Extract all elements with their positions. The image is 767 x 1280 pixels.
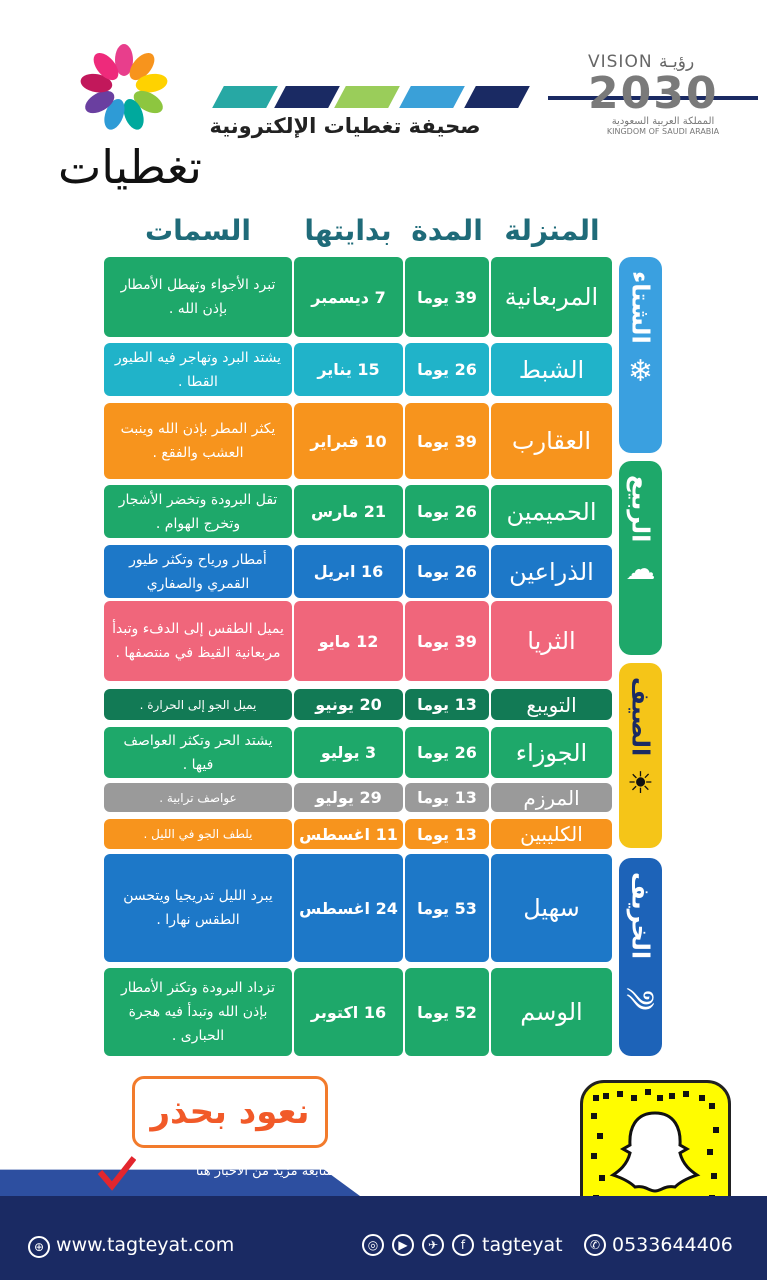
sun-icon: ☀ [627, 766, 654, 802]
season-spring [619, 461, 662, 655]
station-duration: 13 يوما [405, 783, 489, 812]
station-name: الذراعين [491, 545, 612, 598]
station-start: 3 يوليو [294, 727, 403, 778]
header-stripe [212, 86, 278, 108]
vision-english: KINGDOM OF SAUDI ARABIA [606, 127, 720, 136]
station-start: 21 مارس [294, 485, 403, 538]
whatsapp-icon: ✆ [584, 1234, 606, 1256]
station-traits: يشتد الحر وتكثر العواصف فيها . [104, 727, 292, 778]
station-duration: 26 يوما [405, 545, 489, 598]
station-duration: 13 يوما [405, 689, 489, 720]
station-name: الوسم [491, 968, 612, 1056]
youtube-icon[interactable]: ▶ [392, 1234, 414, 1256]
station-traits: يلطف الجو في الليل . [104, 819, 292, 849]
station-duration: 39 يوما [405, 601, 489, 681]
station-name: المربعانية [491, 257, 612, 337]
header-stripe [464, 86, 530, 108]
instagram-icon[interactable]: ◎ [362, 1234, 384, 1256]
promo-badge-text: نعود بحذر [150, 1092, 310, 1132]
vision-2030-logo [588, 52, 758, 152]
station-duration: 26 يوما [405, 485, 489, 538]
checkmark-icon [96, 1156, 126, 1186]
station-name: الشبط [491, 343, 612, 396]
station-start: 12 مايو [294, 601, 403, 681]
station-traits: يبرد الليل تدريجيا ويتحسن الطقس نهارا . [104, 854, 292, 962]
flower-logo-icon [74, 44, 174, 136]
station-start: 11 اغسطس [294, 819, 403, 849]
publication-title: صحيفة تغطيات الإلكترونية [209, 114, 481, 138]
logo-text: تغطيات [58, 140, 202, 194]
twitter-icon[interactable]: ✈ [422, 1234, 444, 1256]
station-traits: تبرد الأجواء وتهطل الأمطار بإذن الله . [104, 257, 292, 337]
station-name: الكليبين [491, 819, 612, 849]
season-label: الربيع [626, 475, 655, 543]
facebook-icon[interactable]: f [452, 1234, 474, 1256]
station-start: 16 اكتوبر [294, 968, 403, 1056]
station-traits: يميل الطقس إلى الدفء وتبدأ مربعانية القيظ في منتصفها . [104, 601, 292, 681]
station-name: الجوزاء [491, 727, 612, 778]
social-handle[interactable]: tagteyat [482, 1234, 563, 1256]
promo-badge[interactable] [132, 1076, 328, 1148]
station-duration: 26 يوما [405, 727, 489, 778]
cloud-icon: ☁ [625, 552, 656, 588]
station-start: 15 يناير [294, 343, 403, 396]
follow-text: لمتابعة مزيد من الأخبار هنا [195, 1164, 338, 1179]
website-text: www.tagteyat.com [56, 1234, 235, 1256]
station-start: 10 فبراير [294, 403, 403, 479]
station-traits: عواصف ترابية . [104, 783, 292, 812]
header-stripe [399, 86, 465, 108]
season-label: الخريف [626, 872, 655, 960]
station-duration: 13 يوما [405, 819, 489, 849]
station-traits: يكثر المطر بإذن الله وينبت العشب والفقع . [104, 403, 292, 479]
phone-number: 0533644406 [612, 1234, 733, 1256]
station-traits: تقل البرودة وتخضر الأشجار وتخرج الهوام . [104, 485, 292, 538]
footer [0, 1196, 767, 1280]
season-label: الشتاء [626, 271, 655, 344]
vision-number: 2030 [588, 68, 719, 119]
station-start: 7 ديسمبر [294, 257, 403, 337]
station-traits: يميل الجو إلى الحرارة . [104, 689, 292, 720]
station-start: 20 يونيو [294, 689, 403, 720]
vision-top-text: VISION رؤيـة [588, 52, 695, 72]
globe-icon: ⊕ [28, 1236, 50, 1258]
station-start: 16 ابريل [294, 545, 403, 598]
header-stripe [334, 86, 400, 108]
station-name: العقارب [491, 403, 612, 479]
col-header-start: بدايتها [304, 214, 392, 247]
snowflake-icon: ❄ [627, 353, 654, 389]
station-traits: تزداد البرودة وتكثر الأمطار بإذن الله وتبدأ فيه هجرة الحبارى . [104, 968, 292, 1056]
station-start: 24 اغسطس [294, 854, 403, 962]
col-header-traits: السمات [144, 214, 252, 247]
station-name: الثريا [491, 601, 612, 681]
col-header-station: المنزلة [504, 214, 600, 247]
website-link[interactable] [28, 1234, 234, 1258]
station-start: 29 يوليو [294, 783, 403, 812]
station-name: التويبع [491, 689, 612, 720]
season-summer [619, 663, 662, 848]
station-name: الحميمين [491, 485, 612, 538]
season-autumn [619, 858, 662, 1056]
phone-link[interactable] [584, 1234, 733, 1256]
station-duration: 52 يوما [405, 968, 489, 1056]
season-label: الصيف [626, 677, 655, 757]
vision-arabic: المملكة العربية السعودية [611, 116, 715, 127]
station-duration: 39 يوما [405, 257, 489, 337]
station-name: المرزم [491, 783, 612, 812]
season-winter [619, 257, 662, 453]
header-stripe [274, 86, 340, 108]
station-name: سهيل [491, 854, 612, 962]
station-duration: 39 يوما [405, 403, 489, 479]
station-traits: يشتد البرد وتهاجر فيه الطيور القطا . [104, 343, 292, 396]
station-duration: 53 يوما [405, 854, 489, 962]
wind-icon: ༄ [626, 985, 655, 1021]
station-duration: 26 يوما [405, 343, 489, 396]
station-traits: أمطار ورياح وتكثر طيور القمري والصفاري [104, 545, 292, 598]
col-header-duration: المدة [411, 214, 483, 247]
social-links [362, 1234, 563, 1256]
